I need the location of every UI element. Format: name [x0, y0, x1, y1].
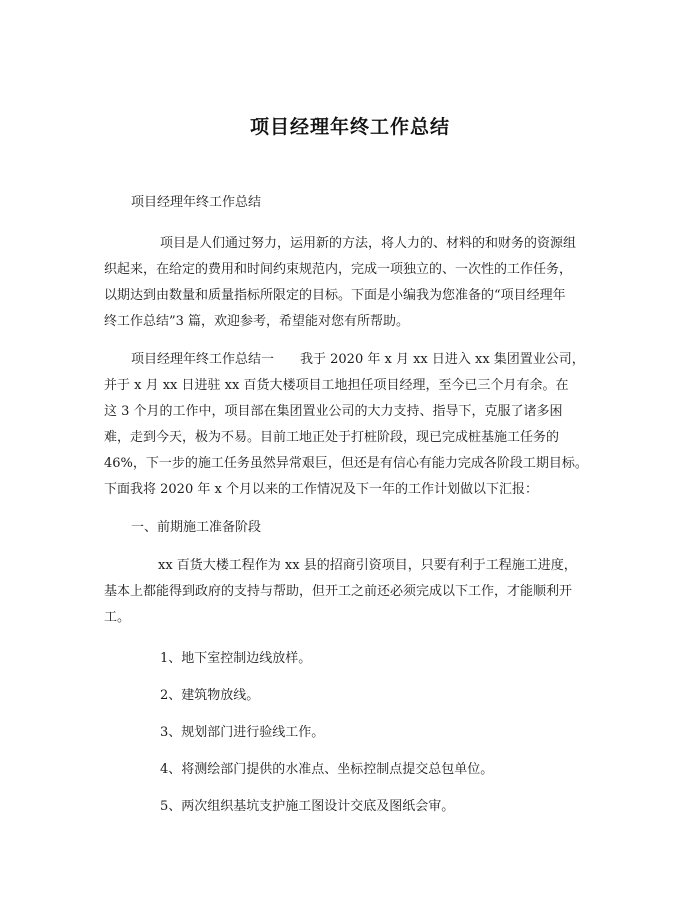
- list-item-3: 3、规划部门进行验线工作。: [160, 725, 325, 740]
- list-item-4: 4、将测绘部门提供的水准点、坐标控制点提交总包单位。: [160, 762, 494, 777]
- intro-line-4: 终工作总结”3 篇，欢迎参考，希望能对您有所帮助。: [104, 314, 410, 329]
- document-title: 项目经理年终工作总结: [249, 116, 450, 138]
- section1-line-1: 项目经理年终工作总结一 我于 2020 年 x 月 xx 日进入 xx 集团置业公司，: [131, 352, 585, 367]
- intro-line-1: 项目是人们通过努力，运用新的方法，将人力的、材料的和财务的资源组: [160, 236, 577, 251]
- section1-line-6: 下面我将 2020 年 x 个月以来的工作情况及下一年的工作计划做以下汇报：: [104, 482, 538, 497]
- section-heading-1: 一、前期施工准备阶段: [131, 520, 262, 535]
- intro-line-3: 以期达到由数量和质量指标所限定的目标。下面是小编我为您准备的“项目经理年: [104, 288, 566, 303]
- section1-line-5: 46%，下一步的施工任务虽然异常艰巨，但还是有信心有能力完成各阶段工期目标。: [104, 456, 588, 471]
- intro-line-2: 织起来，在给定的费用和时间约束规范内，完成一项独立的、一次性的工作任务，: [104, 262, 573, 277]
- list-item-5: 5、两次组织基坑支护施工图设计交底及图纸会审。: [160, 799, 455, 814]
- para2-line-3: 工。: [104, 610, 131, 625]
- section1-line-4: 难，走到今天，极为不易。目前工地正处于打桩阶段，现已完成桩基施工任务的: [104, 430, 560, 445]
- section1-line-3: 这 3 个月的工作中，项目部在集团置业公司的大力支持、指导下，克服了诸多困: [104, 404, 563, 419]
- list-item-2: 2、建筑物放线。: [160, 688, 260, 703]
- list-item-1: 1、地下室控制边线放样。: [160, 651, 312, 666]
- document-subtitle: 项目经理年终工作总结: [131, 195, 262, 210]
- section1-line-2: 并于 x 月 xx 日进驻 xx 百货大楼项目工地担任项目经理，至今已三个月有余。在: [104, 378, 569, 393]
- para2-line-1: xx 百货大楼工程作为 xx 县的招商引资项目，只要有利于工程施工进度，: [158, 558, 577, 573]
- para2-line-2: 基本上都能得到政府的支持与帮助，但开工之前还必须完成以下工作，才能顺利开: [104, 584, 573, 599]
